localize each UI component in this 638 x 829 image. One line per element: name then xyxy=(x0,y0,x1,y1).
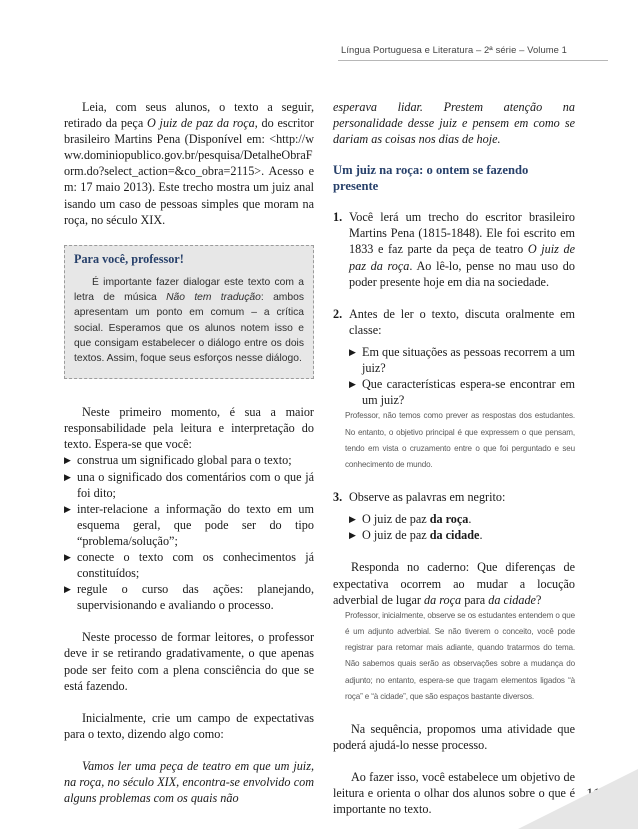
callout-title: Para você, professor! xyxy=(74,251,184,266)
question-3: 3. Observe as palavras em negrito: ▶ O juiz de paz da roça. ▶ O juiz de paz da cidade. xyxy=(333,489,575,543)
work-title: O juiz de paz da roça xyxy=(147,116,255,131)
list-item: ▶ O juiz de paz da cidade. xyxy=(349,527,575,543)
objective-paragraph: Ao fazer isso, você estabelece um objetivo de leitura e orienta o olhar dos alunos sobre o que é importante no texto. xyxy=(333,770,575,817)
expectations-list xyxy=(64,452,314,613)
responsibility-paragraph: Neste primeiro momento, é sua a maior responsabilidade pela leitura e interpretação do texto. Espera-se que você: xyxy=(64,405,314,452)
list-item: ▶ Que características espera-se encontrar em um juiz? xyxy=(349,376,575,408)
expectations-paragraph: Inicialmente, crie um campo de expectativas para o texto, dizendo algo como: xyxy=(64,710,314,741)
header-rule xyxy=(338,60,608,61)
question-3-bullets xyxy=(349,511,575,543)
left-column xyxy=(64,99,314,806)
list-item: ▶ construa um significado global para o texto; xyxy=(64,452,314,468)
process-paragraph: Neste processo de formar leitores, o professor deve ir se retirando gradativamente, o que apenas pode ser feito com a plena consciência do que se está fazendo. xyxy=(64,630,314,693)
answer-prompt: Responda no caderno: Que diferenças de expectativa ocorrem ao mudar a locução adverbial de lugar da roça para da cidade? xyxy=(333,560,575,607)
list-item: ▶ conecte o texto com os conhecimentos já constituídos; xyxy=(64,549,314,581)
quote-paragraph-end: esperava lidar. Prestem atenção na personalidade desse juiz e pensem em como se dariam as coisas nos dias de hoje. xyxy=(333,100,575,147)
question-2: 2. Antes de ler o texto, discuta oralmente em classe: ▶ Em que situações as pessoas recorrem a um juiz? ▶ Que características espera-se encontrar em um juiz? xyxy=(333,306,575,409)
sequence-paragraph: Na sequência, propomos uma atividade que poderá ajudá-lo nesse processo. xyxy=(333,721,575,752)
teacher-note: Professor, não temos como prever as respostas dos estudantes. No entanto, o objetivo principal é que expressem o que pensam, tendo em vista o cruzamento entre o que foi perguntado e seu conhecimento de mundo. xyxy=(345,411,575,469)
callout-text: É importante fazer dialogar este texto com a letra de música Não tem tradução: ambos apresentam um ponto em comum – a crítica social. Esperamos que os alunos notem isso e que consigam estabelecer o diálogo entre os dois textos. Assim, foque seus esforços nesse diálogo. xyxy=(74,276,304,364)
teacher-callout-box xyxy=(64,245,314,379)
question-1: 1. Você lerá um trecho do escritor brasileiro Martins Pena (1815-1848). Ele foi escrito em 1833 e faz parte da peça de teatro O juiz de paz da roça. Ao lê-lo, pense no mau uso do poder presente hoje em dia na sociedade. xyxy=(333,210,576,289)
question-number: 2. xyxy=(333,306,343,321)
section-title: Um juiz na roça: o ontem se fazendo presente xyxy=(333,163,529,194)
list-item: ▶ O juiz de paz da roça. xyxy=(349,511,575,527)
quote-paragraph-start: Vamos ler uma peça de teatro em que um juiz, na roça, no século XIX, encontra-se envolvido com alguns problemas com os quais não xyxy=(64,758,314,806)
list-item: ▶ inter-relacione a informação do texto em um esquema geral, que pode ser do tipo “problema/solução”; xyxy=(64,501,314,549)
teacher-note: Professor, inicialmente, observe se os estudantes entendem o que é um adjunto adverbial. Se não tiverem o conceito, você pode registrar para retomar mais adiante, quando tratarmos do tema. Não sabemos quais serão as observações sobre a mudança do adjunto; no entanto, espera-se que tragam elementos ligados “à roça” e “à cidade”, que são espaços bastante diversos. xyxy=(345,610,575,701)
right-column xyxy=(333,99,575,817)
running-head: Língua Portuguesa e Literatura – 2ª série – Volume 1 xyxy=(341,44,568,55)
question-number: 1. xyxy=(333,210,343,225)
question-2-bullets xyxy=(349,344,575,408)
list-item: ▶ Em que situações as pessoas recorrem a um juiz? xyxy=(349,344,575,376)
list-item: ▶ regule o curso das ações: planejando, supervisionando e avaliando o processo. xyxy=(64,581,314,613)
intro-paragraph: Leia, com seus alunos, o texto a seguir, retirado da peça O juiz de paz da roça, do escritor brasileiro Martins Pena (Disponível em: <http://www.dominiopublico.gov.br/pesquisa/DetalheObraForm.do?select_action=&co_obra=2115>. Acesso em: 17 maio 2013). Este trecho mostra um juiz analisando um caso de pessoas simples que moram na roça, no século XIX. xyxy=(64,100,314,227)
list-item: ▶ una o significado dos comentários com o que já foi dito; xyxy=(64,469,314,501)
question-number: 3. xyxy=(333,490,343,505)
corner-decoration xyxy=(518,769,638,829)
page-number: 11 xyxy=(586,786,601,802)
